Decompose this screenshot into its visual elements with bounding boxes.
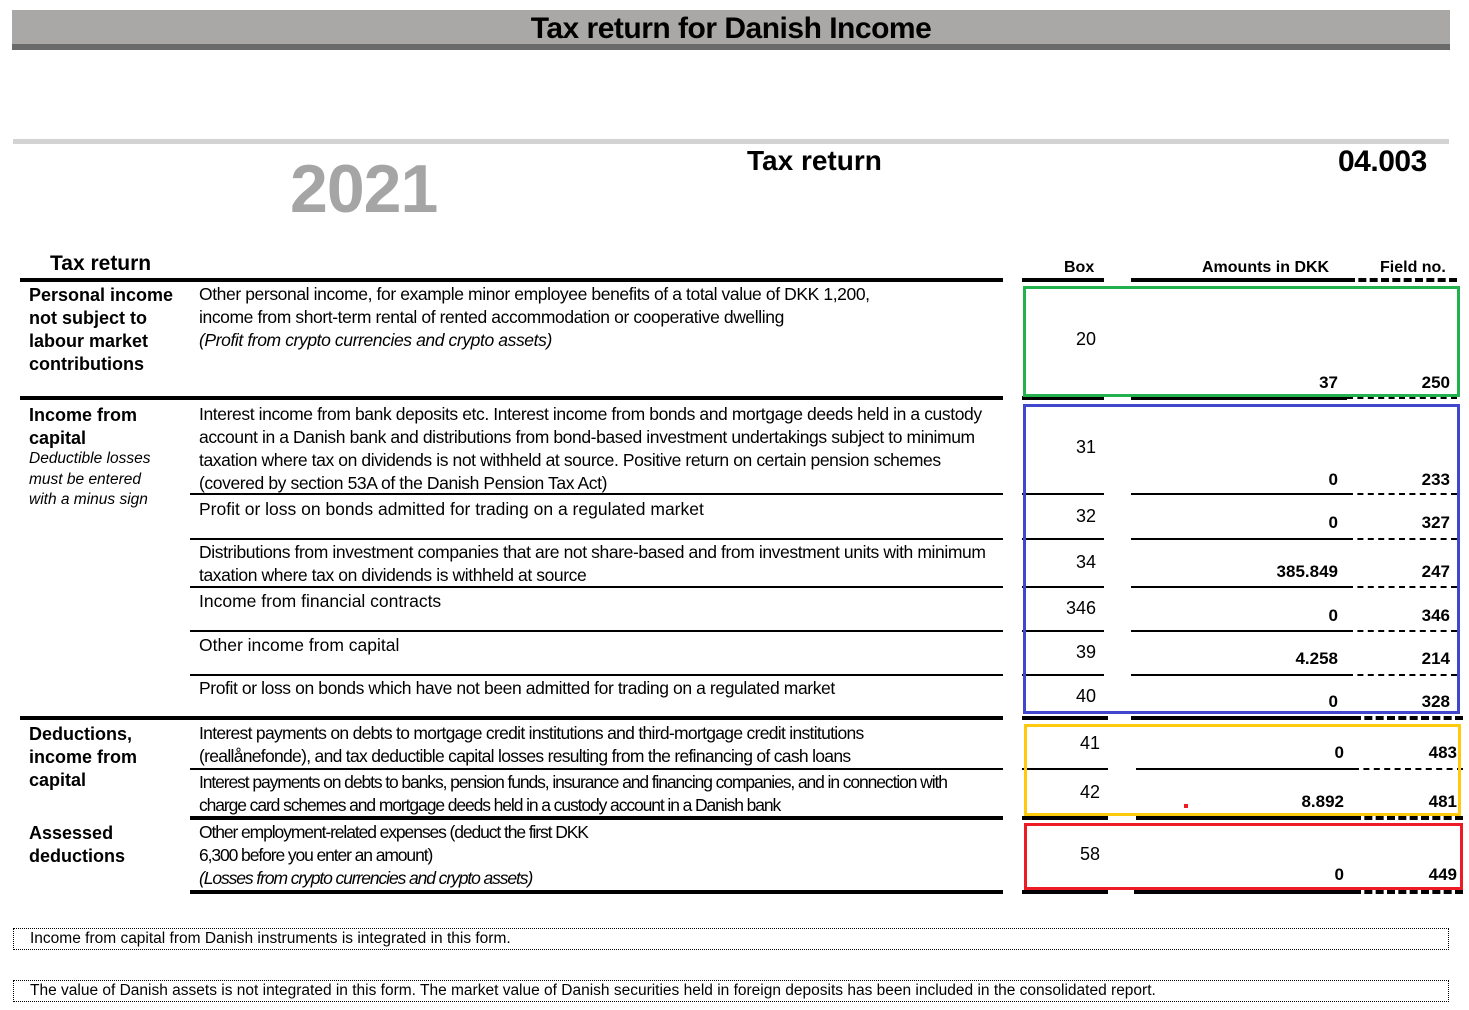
box-number: 20 (1075, 329, 1096, 349)
box-number: 34 (1075, 552, 1096, 572)
row-desc-text: Other employment-related expenses (deduct the first DKK 6,300 before you enter an amount) (199, 822, 588, 865)
field-number: 233 (1421, 470, 1450, 489)
section-title: Tax return (50, 252, 152, 275)
rule (1353, 816, 1463, 820)
highlight-deductions (1024, 724, 1461, 816)
field-number: 483 (1428, 743, 1457, 762)
rule (1022, 716, 1108, 720)
column-header-amount: Amounts in DKK (1202, 259, 1330, 276)
amount-field[interactable]: 8.892 (1301, 792, 1344, 811)
highlight-assessed-deductions (1024, 823, 1463, 890)
row-desc-box-40: Profit or loss on bonds which have not been admitted for trading on a regulated market (199, 678, 835, 698)
rule (190, 768, 1003, 770)
rule (1134, 890, 1353, 894)
rule (190, 890, 1003, 894)
amount-field[interactable]: 0 (1328, 470, 1338, 489)
column-header-box: Box (1064, 259, 1095, 276)
amount-field[interactable]: 0 (1334, 865, 1344, 884)
row-desc-box-39: Other income from capital (199, 635, 400, 655)
highlight-income-from-capital (1023, 404, 1460, 714)
rule (190, 630, 1003, 632)
row-desc-italic: (Profit from crypto currencies and crypto assets) (199, 330, 552, 350)
category-note-minus-sign: Deductible losses must be entered with a minus sign (29, 450, 151, 508)
row-desc-box-41: Interest payments on debts to mortgage credit institutions and third-mortgage credit institutions (reallånefonde), and tax deductible capital losses resulting from the refinancing of cash loans (199, 723, 864, 766)
row-desc-box-31: Interest income from bank deposits etc. Interest income from bonds and mortgage deeds held in a custody account in a Danish bank and distributions from bond-based investment undertakings subject to minimum taxation where tax on dividends is not withheld at source. Positive return on certain pension schemes (covered by section 53A of the Danish Pension Tax Act) (199, 404, 982, 493)
row-desc-box-32: Profit or loss on bonds admitted for trading on a regulated market (199, 499, 704, 519)
rule (1347, 278, 1457, 282)
box-number: 58 (1079, 844, 1100, 864)
rule (190, 538, 1003, 540)
category-deductions: Deductions, income from capital (29, 724, 138, 790)
field-number: 327 (1421, 513, 1450, 532)
form-subtitle: Tax return (747, 145, 882, 176)
field-number: 449 (1428, 865, 1457, 884)
amount-field[interactable]: 385.849 (1276, 562, 1338, 581)
field-number: 214 (1421, 649, 1450, 668)
amount-field[interactable]: 0 (1328, 692, 1338, 711)
rule (190, 674, 1003, 676)
row-desc-box-20 (199, 283, 899, 352)
rule (1353, 890, 1463, 894)
field-number: 247 (1421, 562, 1450, 581)
row-desc-box-34: Distributions from investment companies that are not share-based and from investment units with minimum taxation where tax on dividends is withheld at source (199, 542, 986, 585)
rule (1353, 716, 1463, 720)
row-desc-box-42: Interest payments on debts to banks, pension funds, insurance and financing companies, and in connection with charge card schemes and mortgage deeds held in a custody account in a Danish bank (199, 772, 947, 815)
amount-field[interactable]: 4.258 (1295, 649, 1338, 668)
header-divider (13, 139, 1449, 144)
box-number: 39 (1075, 642, 1096, 662)
category-assessed-deductions: Assessed deductions (29, 823, 126, 866)
box-number: 346 (1065, 598, 1096, 618)
box-number: 31 (1075, 437, 1096, 457)
column-header-field: Field no. (1380, 259, 1446, 276)
field-number: 346 (1421, 606, 1450, 625)
form-title: Tax return for Danish Income (530, 12, 932, 45)
category-income-from-capital: Income from capital (29, 405, 138, 448)
rule (1131, 278, 1347, 282)
rule (20, 278, 1003, 282)
rule (1131, 716, 1353, 720)
form-title-bar (12, 10, 1450, 50)
row-desc-box-58 (199, 821, 629, 890)
field-number: 250 (1421, 373, 1450, 392)
rule (1136, 816, 1353, 820)
field-number: 481 (1428, 792, 1457, 811)
note-assets-not-integrated: The value of Danish assets is not integrated in this form. The market value of Danish securities held in foreign deposits has been included in the consolidated report. (13, 980, 1449, 1002)
amount-field[interactable]: 37 (1319, 373, 1338, 392)
row-desc-text: Other personal income, for example minor employee benefits of a total value of DKK 1,200, income from short-term rental of rented accommodation or cooperative dwelling (199, 284, 870, 327)
box-number: 41 (1079, 733, 1100, 753)
rule (1347, 397, 1457, 399)
box-number: 32 (1075, 506, 1096, 526)
rule (1022, 816, 1108, 820)
rule (1022, 278, 1104, 282)
note-capital-integrated: Income from capital from Danish instruments is integrated in this form. (13, 928, 1449, 950)
row-desc-italic: (Losses from crypto currencies and crypto assets) (199, 868, 533, 888)
row-desc-box-346: Income from financial contracts (199, 591, 442, 611)
amount-field[interactable]: 0 (1334, 743, 1344, 762)
tax-year: 2021 (290, 151, 438, 227)
box-number: 40 (1075, 686, 1096, 706)
amount-field[interactable]: 0 (1328, 513, 1338, 532)
category-personal-income: Personal income not subject to labour market contributions (29, 285, 174, 374)
field-number: 328 (1421, 692, 1450, 711)
highlight-personal-income (1023, 286, 1460, 397)
rule (20, 716, 1003, 720)
amount-field[interactable]: 0 (1328, 606, 1338, 625)
rule (1022, 890, 1108, 894)
box-number: 42 (1079, 782, 1100, 802)
rule (20, 396, 1003, 400)
form-number: 04.003 (1338, 145, 1427, 178)
